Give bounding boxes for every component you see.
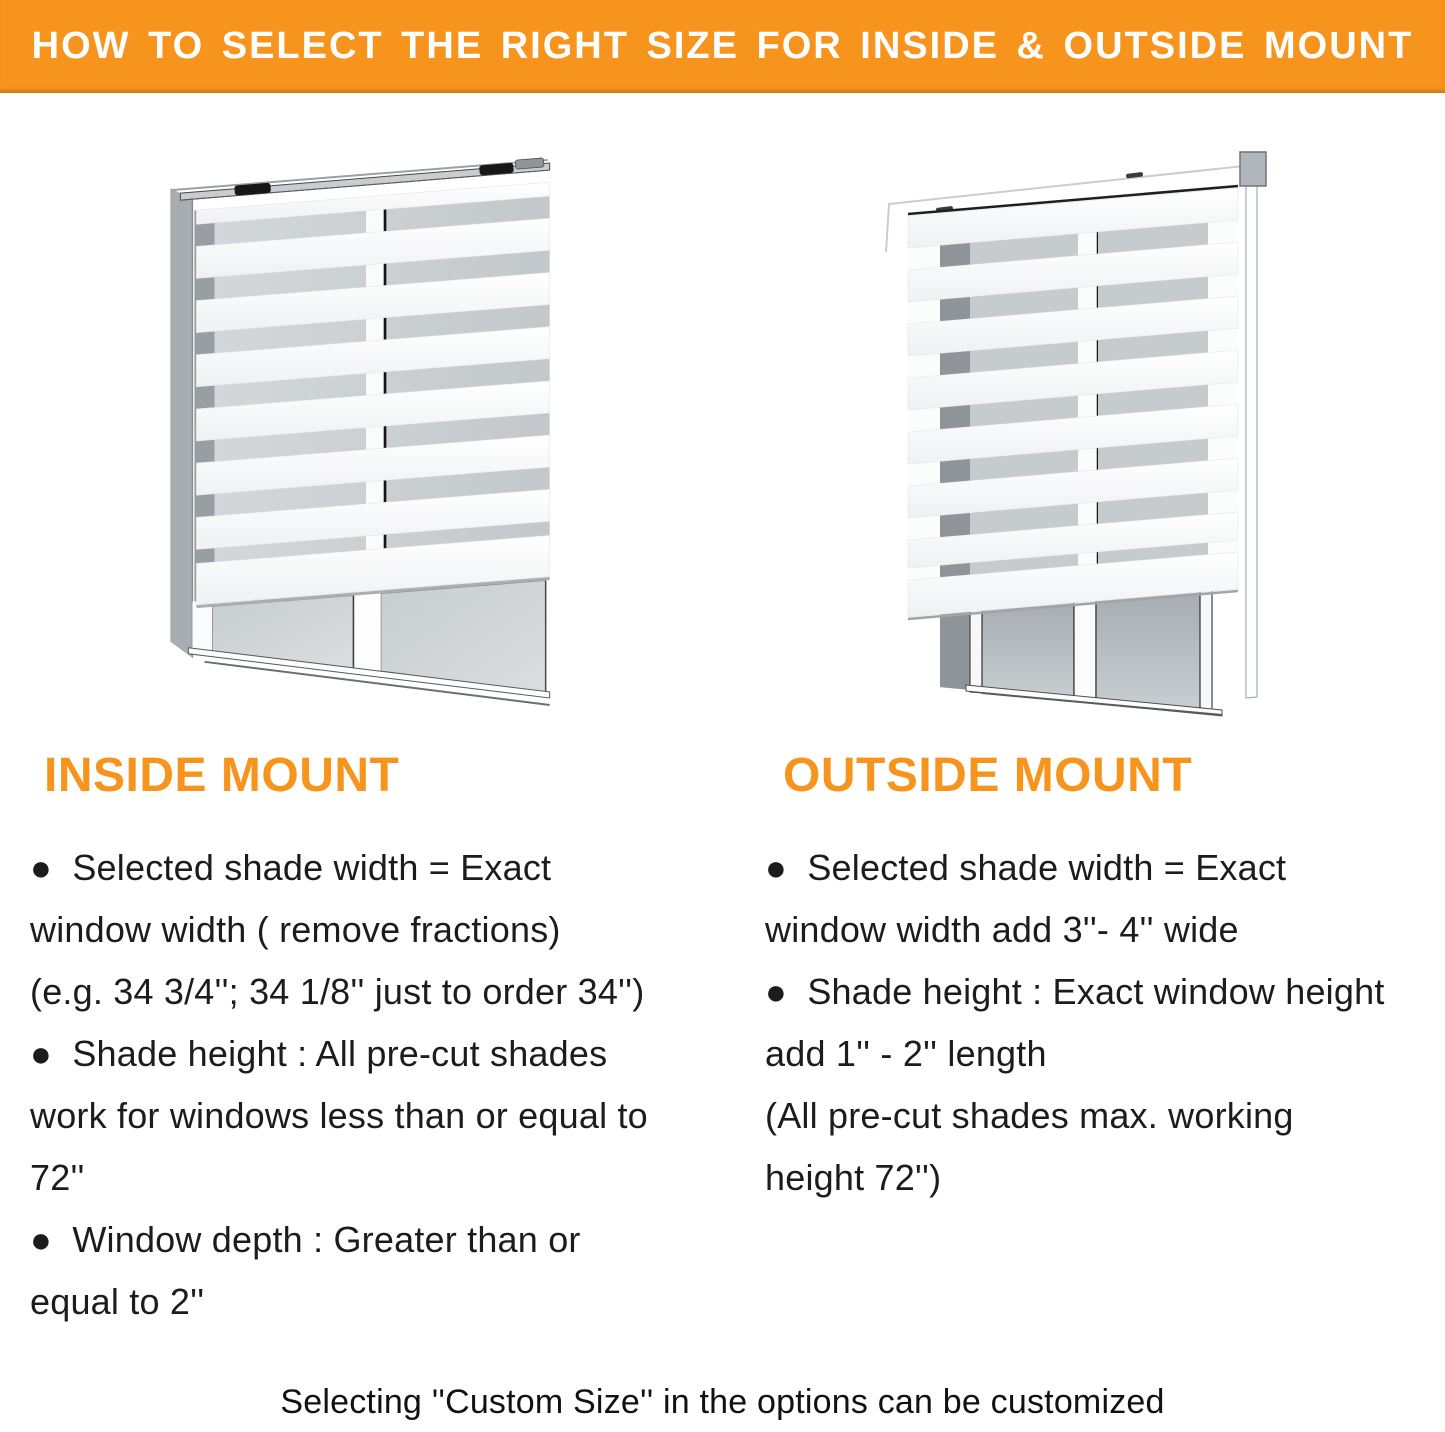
guide-line: work for windows less than or equal to <box>30 1095 648 1136</box>
guide-line: equal to 2'' <box>30 1281 205 1322</box>
banner <box>0 0 1445 93</box>
banner-title: HOW TO SELECT THE RIGHT SIZE FOR INSIDE & OUTSIDE MOUNT <box>31 25 1414 67</box>
guide-line: (e.g. 34 3/4''; 34 1/8'' just to order 34'') <box>30 971 645 1012</box>
custom-size-note: Selecting ''Custom Size'' in the options can be customized <box>280 1383 1165 1421</box>
guide-line: (All pre-cut shades max. working <box>765 1095 1294 1136</box>
mounting-bracket <box>1240 152 1266 186</box>
inside-mount-illustration <box>158 148 560 715</box>
footer-note <box>0 1383 1445 1422</box>
shade-side-rail <box>1246 185 1257 698</box>
guide-line: window width ( remove fractions) <box>30 909 561 950</box>
guide-line: ● Shade height : All pre-cut shades <box>30 1033 608 1074</box>
inside-mount-instructions <box>30 837 730 1333</box>
guide-line: ● Selected shade width = Exact <box>765 847 1287 888</box>
outside-mount-instructions <box>765 837 1435 1209</box>
inside-mount-heading: INSIDE MOUNT <box>44 749 400 802</box>
guide-line: ● Shade height : Exact window height <box>765 971 1385 1012</box>
guide-line: ● Window depth : Greater than or <box>30 1219 581 1260</box>
guide-line: add 1'' - 2'' length <box>765 1033 1047 1074</box>
outside-mount-illustration <box>878 143 1273 717</box>
inside-mount-window-image <box>158 148 560 715</box>
guide-line: 72'' <box>30 1157 85 1198</box>
guide-line: ● Selected shade width = Exact <box>30 847 552 888</box>
outside-mount-section <box>765 748 1435 1209</box>
outside-mount-window-image <box>878 143 1273 717</box>
inside-mount-section <box>30 748 730 1333</box>
outside-mount-heading: OUTSIDE MOUNT <box>783 749 1193 802</box>
guide-line: height 72'') <box>765 1157 942 1198</box>
guide-line: window width add 3''- 4'' wide <box>765 909 1239 950</box>
